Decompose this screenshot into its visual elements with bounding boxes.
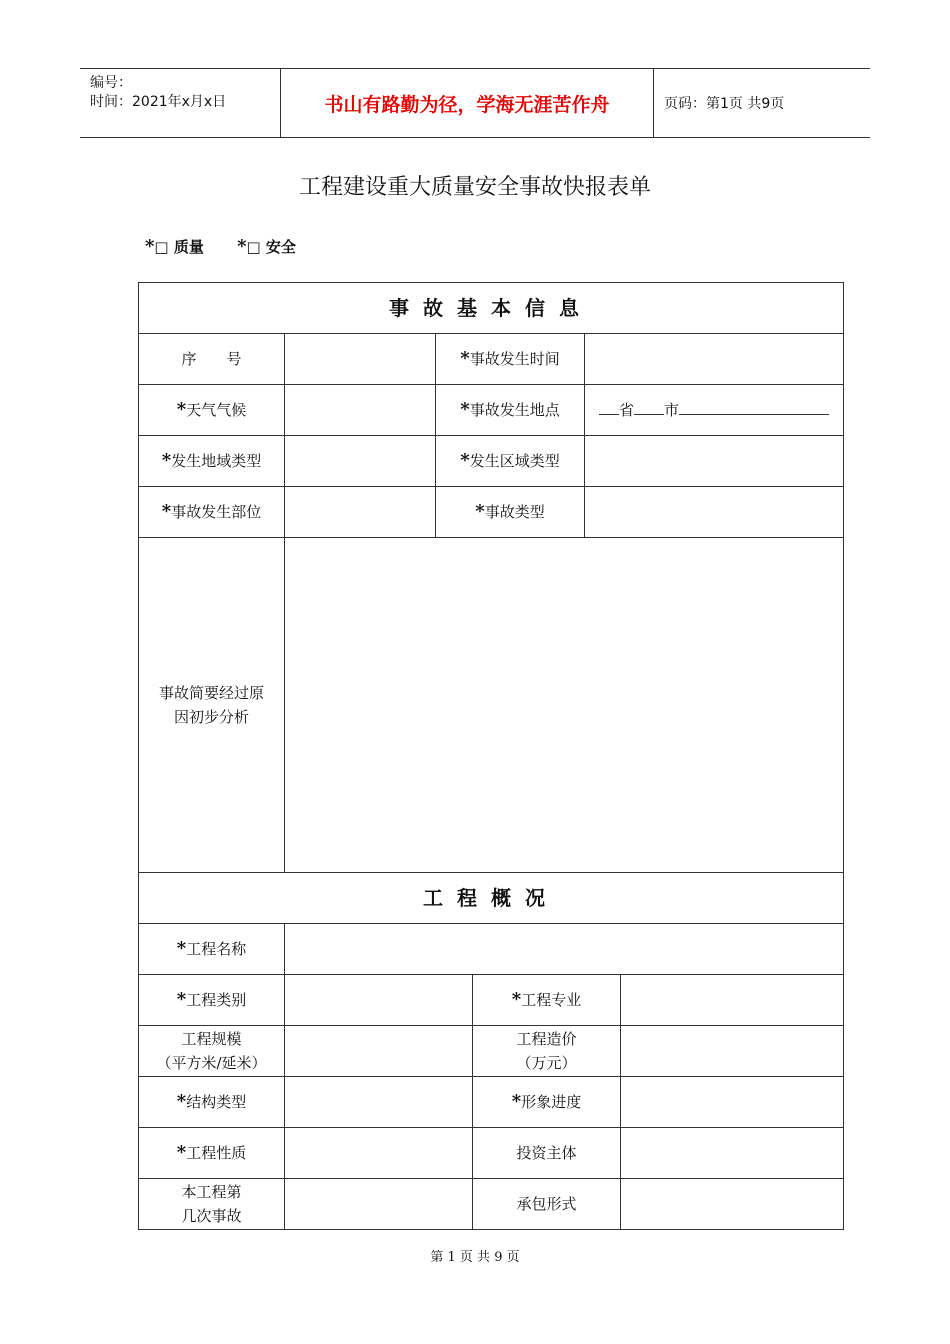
label-investor: 投资主体 [473, 1128, 621, 1179]
label-contract-form: 承包形式 [473, 1179, 621, 1230]
label-zone-type: *发生区域类型 [436, 436, 585, 487]
field-progress[interactable] [621, 1077, 844, 1128]
header-meta [80, 69, 281, 137]
field-accident-type[interactable] [585, 487, 844, 538]
time-label: 时间：2021年x月x日 [90, 94, 227, 110]
header-page-info: 页码：第1页 共9页 [664, 96, 785, 112]
section-heading-basic-info: 事故基本信息 [139, 283, 844, 334]
field-accident-time[interactable] [585, 334, 844, 385]
label-accident-part: *事故发生部位 [139, 487, 285, 538]
page-title: 工程建设重大质量安全事故快报表单 [298, 175, 651, 200]
label-accident-time: *事故发生时间 [436, 334, 585, 385]
label-accident-place: *事故发生地点 [436, 385, 585, 436]
quality-checkbox[interactable]: *□ 质量 [145, 236, 204, 257]
label-project-category: *工程类别 [139, 975, 285, 1026]
label-accident-summary: 事故简要经过原 因初步分析 [139, 538, 285, 873]
field-accident-part[interactable] [285, 487, 436, 538]
label-project-name: *工程名称 [139, 924, 285, 975]
label-accident-count: 本工程第 几次事故 [139, 1179, 285, 1230]
field-project-specialty[interactable] [621, 975, 844, 1026]
report-form [138, 282, 844, 1230]
section-heading-project-overview: 工程概况 [139, 873, 844, 924]
category-checkboxes [145, 236, 324, 257]
label-project-nature: *工程性质 [139, 1128, 285, 1179]
label-accident-type: *事故类型 [436, 487, 585, 538]
label-project-specialty: *工程专业 [473, 975, 621, 1026]
field-project-name[interactable] [285, 924, 844, 975]
label-seq: 序 号 [139, 334, 285, 385]
field-project-category[interactable] [285, 975, 473, 1026]
field-accident-place[interactable]: 省 市 [585, 385, 844, 436]
field-project-cost[interactable] [621, 1026, 844, 1077]
field-structure-type[interactable] [285, 1077, 473, 1128]
field-zone-type[interactable] [585, 436, 844, 487]
page-footer: 第 1 页 共 9 页 [430, 1250, 520, 1265]
field-accident-summary[interactable] [285, 538, 844, 873]
field-investor[interactable] [621, 1128, 844, 1179]
field-project-nature[interactable] [285, 1128, 473, 1179]
label-project-scale: 工程规模 （平方米/延米） [139, 1026, 285, 1077]
field-project-scale[interactable] [285, 1026, 473, 1077]
number-label: 编号： [90, 75, 132, 91]
label-project-cost: 工程造价 （万元） [473, 1026, 621, 1077]
page-header [80, 68, 870, 138]
header-motto: 书山有路勤为径，学海无涯苦作舟 [281, 69, 654, 137]
label-progress: *形象进度 [473, 1077, 621, 1128]
field-seq[interactable] [285, 334, 436, 385]
field-contract-form[interactable] [621, 1179, 844, 1230]
field-weather[interactable] [285, 385, 436, 436]
field-accident-count[interactable] [285, 1179, 473, 1230]
label-weather: *天气气候 [139, 385, 285, 436]
label-region-type: *发生地域类型 [139, 436, 285, 487]
field-region-type[interactable] [285, 436, 436, 487]
label-structure-type: *结构类型 [139, 1077, 285, 1128]
safety-checkbox[interactable]: *□ 安全 [237, 236, 296, 257]
